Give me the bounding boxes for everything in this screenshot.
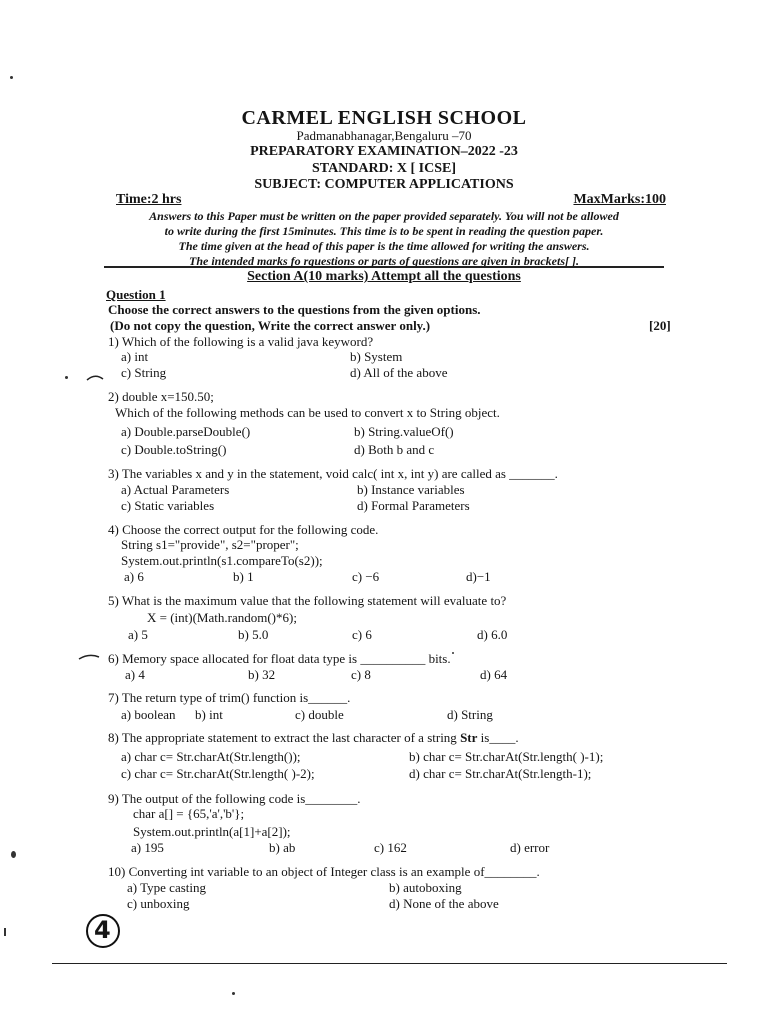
option-a: a) 4 xyxy=(125,667,145,682)
scan-speck xyxy=(452,652,454,654)
option-d: d) String xyxy=(447,707,493,722)
instruction-line: The intended marks fo rquestions or parts of questions are given in brackets[ ]. xyxy=(188,254,580,268)
question-text-start: 8) The appropriate statement to extract the last character of a string xyxy=(108,730,457,745)
standard-label: STANDARD: X [ ICSE] xyxy=(311,161,457,176)
option-c: c) String xyxy=(121,365,167,380)
question-text: 3) The variables x and y in the statement, void calc( int x, int y) are called as _______. xyxy=(108,466,558,481)
code-line: X = (int)(Math.random()*6); xyxy=(147,610,297,625)
time-label: Time:2 hrs xyxy=(116,192,182,207)
option-a: a) Type casting xyxy=(127,880,206,895)
option-a: a) 5 xyxy=(128,627,148,642)
question-text-continued: Which of the following methods can be used to convert x to String object. xyxy=(115,405,500,420)
option-c: c) 6 xyxy=(352,627,372,642)
instruction-line: to write during the first 15minutes. This time is to be spent in reading the question paper. xyxy=(164,224,604,238)
question-text: 7) The return type of trim() function is______. xyxy=(108,690,351,705)
option-b: b) ab xyxy=(269,840,296,855)
question-text: 1) Which of the following is a valid java keyword? xyxy=(108,334,374,349)
question-text: 4) Choose the correct output for the following code. xyxy=(108,522,379,537)
max-marks-label: MaxMarks:100 xyxy=(573,192,666,207)
question-text-end: is____. xyxy=(480,730,519,745)
option-d: d) char c= Str.charAt(Str.length-1); xyxy=(409,766,592,781)
question-text: 6) Memory space allocated for float data type is __________ bits. xyxy=(108,651,451,666)
code-line: String s1="provide", s2="proper"; xyxy=(121,537,299,552)
option-a: a) Actual Parameters xyxy=(121,482,230,497)
option-b: b) int xyxy=(195,707,223,722)
question-instruction: Choose the correct answers to the questions from the given options. xyxy=(108,302,481,317)
question-instruction-note: (Do not copy the question, Write the correct answer only.) xyxy=(110,318,431,333)
question-text: 9) The output of the following code is________. xyxy=(108,791,361,806)
instructions-divider xyxy=(104,266,664,268)
code-line: char a[] = {65,'a','b'}; xyxy=(133,806,245,821)
section-title: Section A(10 marks) Attempt all the questions xyxy=(247,269,521,284)
scan-speck xyxy=(11,851,16,858)
option-c: c) Static variables xyxy=(121,498,215,513)
option-b: b) 5.0 xyxy=(238,627,269,642)
option-a: a) 6 xyxy=(124,569,144,584)
option-d: d) None of the above xyxy=(389,896,499,911)
option-a: a) Double.parseDouble() xyxy=(121,424,251,439)
handwritten-page-mark xyxy=(84,910,122,950)
option-d: d) All of the above xyxy=(350,365,448,380)
option-b: b) autoboxing xyxy=(389,880,462,895)
question-text xyxy=(108,730,519,746)
option-c: c) −6 xyxy=(352,569,380,584)
option-d: d) Formal Parameters xyxy=(357,498,470,513)
school-name: CARMEL ENGLISH SCHOOL xyxy=(241,107,527,129)
question-text: 2) double x=150.50; xyxy=(108,389,214,404)
instruction-line: Answers to this Paper must be written on the paper provided separately. You will not be allowed xyxy=(149,209,619,223)
option-a: a) int xyxy=(121,349,149,364)
option-c: c) 162 xyxy=(374,840,407,855)
option-c: c) unboxing xyxy=(127,896,190,911)
question-title: Question 1 xyxy=(106,287,166,302)
school-address: Padmanabhanagar,Bengaluru –70 xyxy=(296,128,472,143)
subject-label: SUBJECT: COMPUTER APPLICATIONS xyxy=(254,177,514,192)
footer-divider xyxy=(52,963,727,964)
scan-speck xyxy=(232,992,235,995)
exam-title: PREPARATORY EXAMINATION–2022 -23 xyxy=(250,144,518,159)
option-a: a) 195 xyxy=(131,840,164,855)
margin-tick-mark xyxy=(86,372,104,382)
option-d: d) Both b and c xyxy=(354,442,435,457)
option-c: c) double xyxy=(295,707,344,722)
instruction-line: The time given at the head of this paper is the time allowed for writing the answers. xyxy=(178,239,590,253)
option-a: a) boolean xyxy=(121,707,176,722)
option-b: b) System xyxy=(350,349,403,364)
option-b: b) Instance variables xyxy=(357,482,465,497)
option-b: b) char c= Str.charAt(Str.length( )-1); xyxy=(409,749,604,764)
option-d: d)−1 xyxy=(466,569,491,584)
option-b: b) 32 xyxy=(248,667,276,682)
code-line: System.out.println(a[1]+a[2]); xyxy=(133,824,291,839)
scan-speck xyxy=(65,376,68,379)
question-text: 10) Converting int variable to an object of Integer class is an example of________. xyxy=(108,864,540,879)
option-d: d) error xyxy=(510,840,550,855)
question-marks: [20] xyxy=(649,318,671,333)
option-a: a) char c= Str.charAt(Str.length()); xyxy=(121,749,301,764)
option-d: d) 64 xyxy=(480,667,508,682)
page-mark-number: 4 xyxy=(94,916,111,944)
question-text: 5) What is the maximum value that the following statement will evaluate to? xyxy=(108,593,507,608)
option-b: b) String.valueOf() xyxy=(354,424,454,439)
option-b: b) 1 xyxy=(233,569,254,584)
option-c: c) Double.toString() xyxy=(121,442,227,457)
margin-tick-mark xyxy=(78,652,100,662)
code-line: System.out.println(s1.compareTo(s2)); xyxy=(121,553,323,568)
option-c: c) 8 xyxy=(351,667,371,682)
option-c: c) char c= Str.charAt(Str.length( )-2); xyxy=(121,766,315,781)
scan-speck xyxy=(4,928,6,936)
question-text-keyword: Str xyxy=(460,730,478,745)
option-d: d) 6.0 xyxy=(477,627,508,642)
scan-speck xyxy=(10,76,13,79)
